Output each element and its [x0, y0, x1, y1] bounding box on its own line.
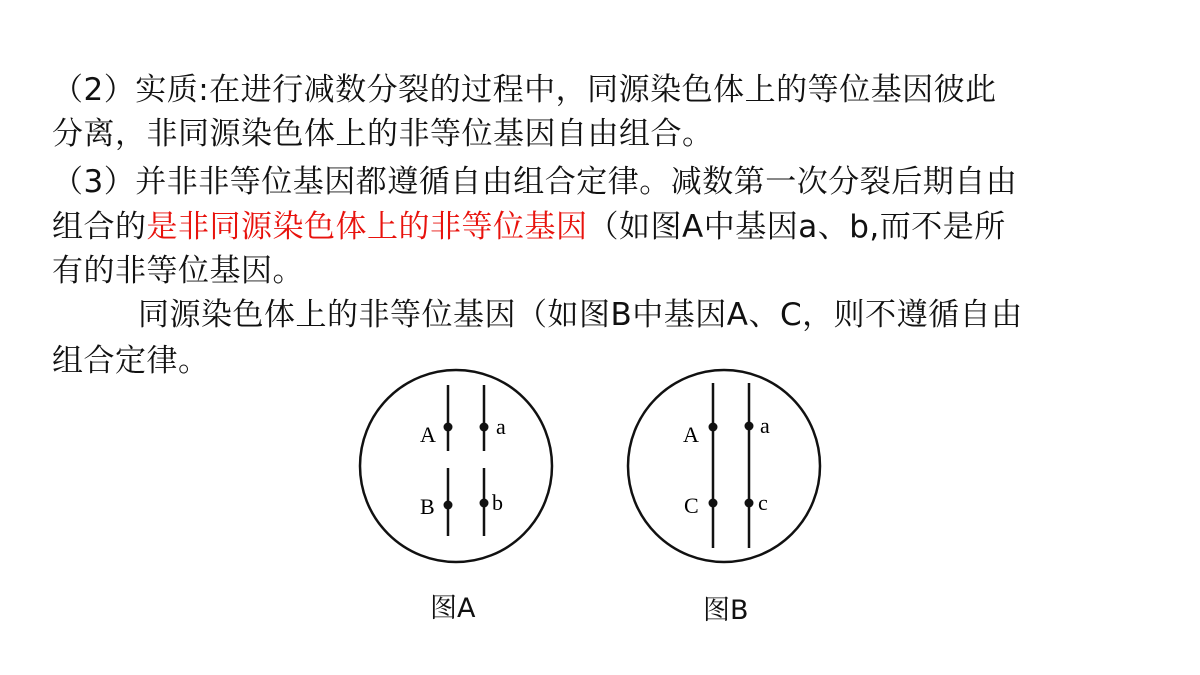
gene-locus-dot	[480, 499, 489, 508]
text-line-5: 有的非等位基因。	[52, 253, 304, 289]
gene-locus-dot	[745, 422, 754, 431]
gene-locus-dot	[480, 423, 489, 432]
gene-label-B: B	[420, 494, 435, 519]
text-line-4-end: （如图A中基因a、b,而不是所	[587, 209, 1006, 245]
highlighted-text: 是非同源染色体上的非等位基因	[146, 209, 588, 245]
figure-b-diagram	[626, 368, 826, 568]
text-line-1: （2）实质:在进行减数分裂的过程中，同源染色体上的等位基因彼此	[52, 72, 997, 108]
figure-a-diagram	[358, 368, 558, 568]
cell-outline	[628, 370, 820, 562]
gene-label-A: A	[420, 422, 436, 447]
gene-locus-dot	[444, 423, 453, 432]
text-line-6: 同源染色体上的非等位基因（如图B中基因A、C，则不遵循自由	[138, 297, 1023, 333]
gene-locus-dot	[709, 423, 718, 432]
gene-label-a: a	[496, 414, 506, 439]
figure-a-caption: 图A	[430, 593, 476, 624]
figure-b-caption: 图B	[703, 595, 749, 626]
figure-b	[626, 368, 826, 572]
gene-label-a: a	[760, 413, 770, 438]
text-line-3: （3）并非非等位基因都遵循自由组合定律。减数第一次分裂后期自由	[52, 164, 1018, 200]
text-line-4-start: 组合的	[52, 209, 147, 245]
figure-a	[358, 368, 558, 572]
text-line-4	[52, 205, 1006, 249]
gene-label-c: c	[758, 490, 768, 515]
gene-label-b: b	[492, 490, 503, 515]
gene-locus-dot	[444, 501, 453, 510]
gene-locus-dot	[709, 499, 718, 508]
text-line-2: 分离，非同源染色体上的非等位基因自由组合。	[52, 116, 714, 152]
text-line-7: 组合定律。	[52, 343, 210, 379]
gene-label-A: A	[683, 422, 699, 447]
cell-outline	[360, 370, 552, 562]
gene-label-C: C	[684, 493, 699, 518]
gene-locus-dot	[745, 499, 754, 508]
